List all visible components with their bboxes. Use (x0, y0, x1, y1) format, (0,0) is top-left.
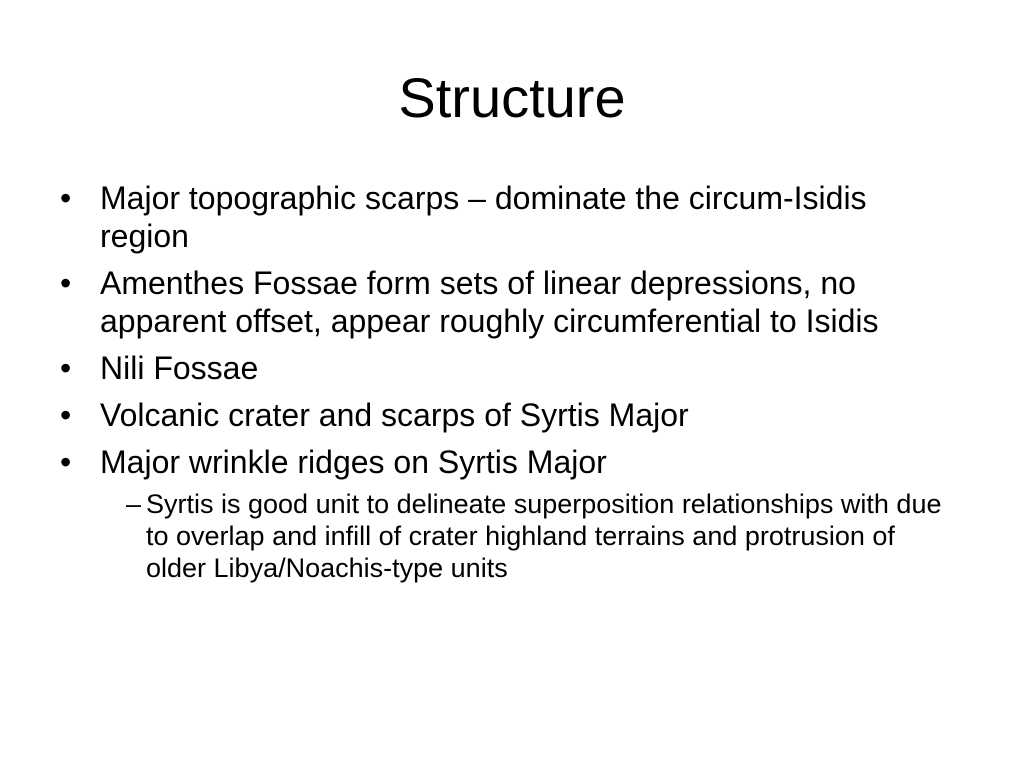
sub-bullet-marker: – (126, 489, 142, 519)
bullet-list (60, 179, 960, 584)
bullet-text: Volcanic crater and scarps of Syrtis Major (100, 397, 689, 433)
bullet-text: Nili Fossae (100, 350, 259, 386)
bullet-item (60, 264, 960, 340)
bullet-item (60, 349, 960, 387)
bullet-marker: • (60, 444, 72, 480)
bullet-text: Amenthes Fossae form sets of linear depressions, no apparent offset, appear roughly circumferential to Isidis (100, 265, 879, 339)
sub-bullet-item (126, 488, 960, 584)
bullet-marker: • (60, 180, 72, 216)
bullet-text: Major topographic scarps – dominate the circum-Isidis region (100, 180, 867, 254)
bullet-item (60, 179, 960, 255)
bullet-marker: • (60, 397, 72, 433)
bullet-item (60, 396, 960, 434)
sub-bullet-text: Syrtis is good unit to delineate superposition relationships with due to overlap and infill of crater highland terrains and protrusion of older Libya/Noachis-type units (146, 489, 942, 583)
bullet-item (60, 443, 960, 481)
bullet-marker: • (60, 265, 72, 301)
bullet-text: Major wrinkle ridges on Syrtis Major (100, 444, 607, 480)
bullet-marker: • (60, 350, 72, 386)
slide-title: Structure (398, 66, 626, 129)
